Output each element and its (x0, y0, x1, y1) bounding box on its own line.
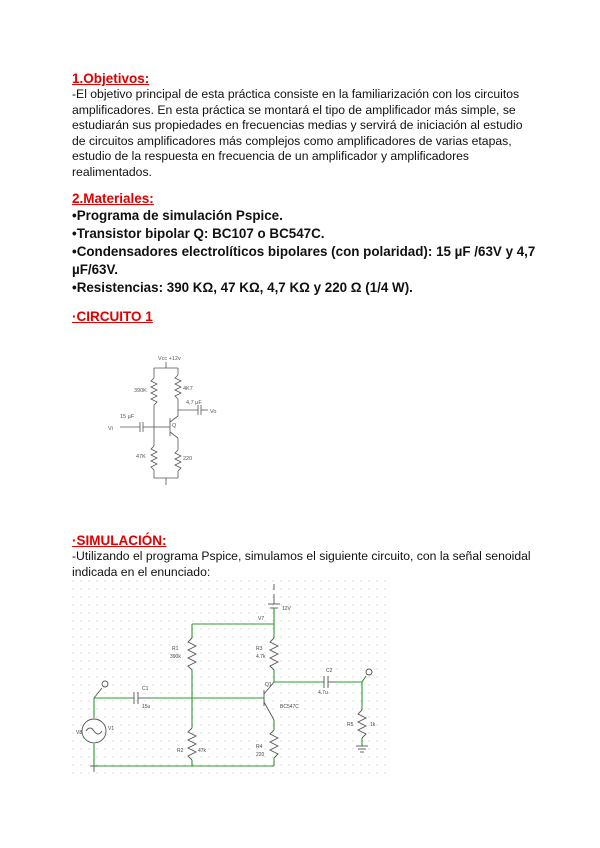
simulacion-line: indicada en el enunciado: (72, 564, 211, 579)
simulacion-line: -Utilizando el programa Pspice, simulamos el siguiente circuito, con la señal senoidal (72, 549, 531, 563)
pspice-r5-value: 1k (370, 722, 376, 728)
materiales-item: •Resistencias: 390 KΩ, 47 KΩ, 4,7 KΩ y 220 Ω (1/4 W). (72, 280, 413, 295)
objetivos-line: realimentados. (72, 164, 152, 179)
pspice-v7-label: V7 (258, 616, 265, 622)
objetivos-line: estudiarán sus propiedades en frecuencias medias y servirá de iniciación al estudio (72, 118, 523, 132)
circuit1-svg (108, 350, 228, 495)
simulacion-section (72, 532, 552, 580)
pspice-c2-value: 4.7u (318, 690, 328, 696)
pspice-r2-label: R2 (177, 748, 184, 754)
circuit1-r1-label: 390K (134, 388, 147, 394)
objetivos-line: amplificadores. En esta práctica se montará el tipo de amplificador más simple, se (72, 102, 516, 117)
pspice-v12-label: 12V (282, 606, 291, 612)
pspice-c1-label: C1 (142, 686, 149, 692)
document-page (72, 70, 542, 325)
pspice-r3-label: R3 (256, 646, 263, 652)
pspice-r4-value: 220 (256, 752, 265, 758)
pspice-v1-label: V1 (108, 726, 115, 732)
circuit1-vo-label: Vo (210, 409, 217, 415)
pspice-v8-label: V8 (76, 730, 83, 736)
pspice-r1-value: 390k (170, 654, 181, 660)
objetivos-heading: 1.Objetivos: (72, 71, 150, 86)
circuit1-cin-label: 15 µF (120, 414, 135, 420)
pspice-r5-label: R5 (347, 722, 354, 728)
pspice-r4-label: R4 (256, 744, 263, 750)
circuit1-q-label: Q (172, 423, 177, 429)
pspice-r2-value: 47k (198, 748, 207, 754)
objetivos-line: de circuitos amplificadores más complejos como amplificadores de varias etapas, (72, 133, 512, 148)
circuit1-rc-label: 4K7 (183, 386, 193, 392)
pspice-c2-label: C2 (326, 668, 333, 674)
circuit1-r2-label: 47K (136, 454, 146, 460)
circuit1-vi-label: Vi (108, 426, 113, 432)
pspice-r1-label: R1 (172, 646, 179, 652)
pspice-schematic (72, 580, 392, 775)
materiales-item: •Transistor bipolar Q: BC107 o BC547C. (72, 226, 325, 241)
pspice-svg (72, 580, 392, 775)
materiales-item: µF/63V. (72, 262, 118, 277)
circuito1-heading: ·CIRCUITO 1 (72, 309, 153, 324)
circuit1-schematic (108, 350, 228, 495)
materiales-heading: 2.Materiales: (72, 191, 154, 206)
materiales-item: •Programa de simulación Pspice. (72, 208, 283, 223)
pspice-q1-label: Q1 (265, 682, 272, 688)
circuit1-re-label: 220 (183, 456, 193, 462)
objetivos-line: estudio de la respuesta en frecuencia de un amplificador y amplificadores (72, 149, 469, 163)
pspice-q-part: BC547C (280, 704, 299, 710)
simulacion-heading: ·SIMULACIÓN: (72, 533, 167, 548)
circuit1-cout-label: 4,7 µF (186, 400, 202, 406)
circuit1-vcc-label: Vcc +12v (158, 356, 181, 362)
pspice-c1-value: 15u (142, 704, 151, 710)
materiales-item: •Condensadores electrolíticos bipolares (con polaridad): 15 µF /63V y 4,7 (72, 244, 536, 259)
pspice-r3-value: 4.7k (256, 654, 266, 660)
objetivos-line: -El objetivo principal de esta práctica consiste en la familiarización con los circuitos (72, 87, 520, 101)
